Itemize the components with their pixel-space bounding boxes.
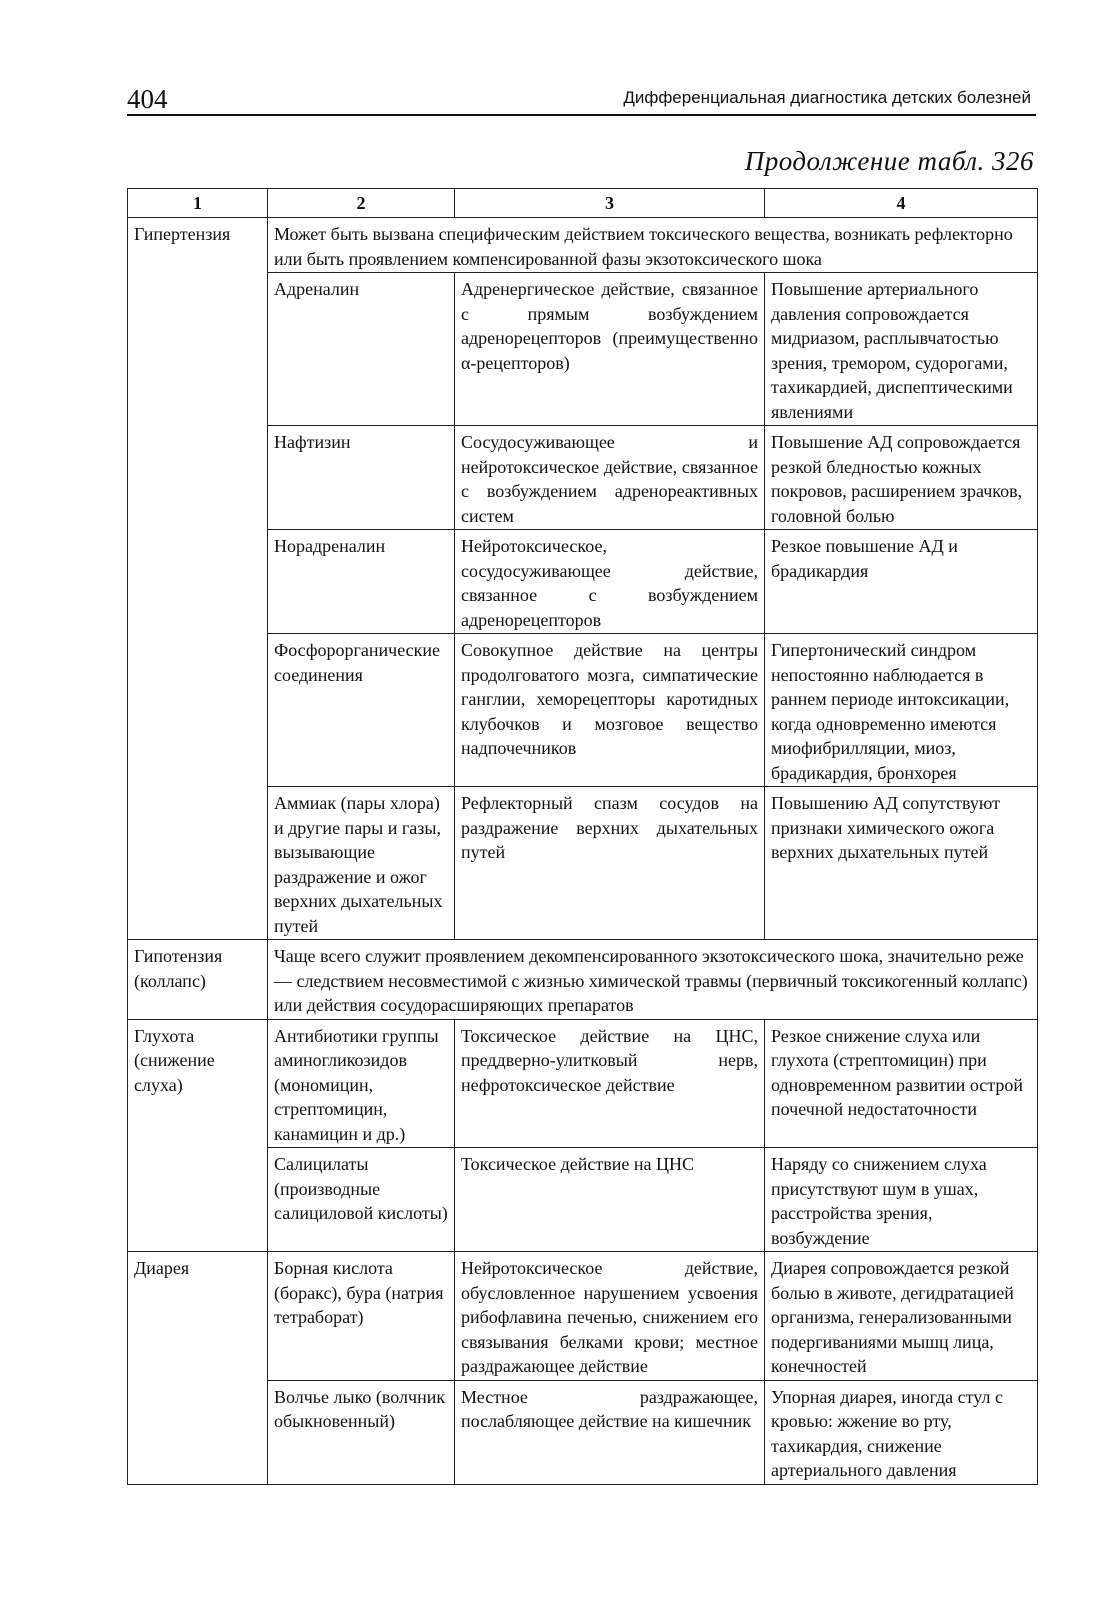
features-cell: Резкое повышение АД и брадикардия — [765, 530, 1038, 634]
features-cell: Гипертонический синдром непостоянно наблюдается в раннем периоде интоксикации, когда одновременно имеются миофибрилляции, миоз, брадикардия, бронхорея — [765, 634, 1038, 787]
agent-cell: Антибиотики группы аминогликозидов (мономицин, стрептомицин, канамицин и др.) — [268, 1019, 455, 1148]
table-header-row — [128, 189, 1038, 218]
table-caption: Продолжение табл. 326 — [744, 146, 1034, 176]
column-header: 4 — [765, 189, 1038, 218]
mechanism-cell: Местное раздражающее, послабляющее действие на кишечник — [455, 1380, 765, 1484]
symptom-cell: Гипертензия — [128, 218, 268, 940]
group-note: Может быть вызвана специфическим действием токсического вещества, возникать рефлекторно или быть проявлением компенсированной фазы экзотоксического шока — [268, 218, 1038, 273]
mechanism-cell: Токсическое действие на ЦНС — [455, 1148, 765, 1252]
column-header: 2 — [268, 189, 455, 218]
table-row — [128, 1019, 1038, 1148]
table-row — [128, 1252, 1038, 1381]
agent-cell: Фосфорорганические соединения — [268, 634, 455, 787]
mechanism-cell: Токсическое действие на ЦНС, преддверно-улитковый нерв, нефротоксическое действие — [455, 1019, 765, 1148]
symptom-cell: Гипотензия (коллапс) — [128, 940, 268, 1020]
table-row — [128, 940, 1038, 1020]
mechanism-cell: Нейротоксическое действие, обусловленное нарушением усвоения рибофлавина печенью, снижением его связывания белками крови; местное раздражающее действие — [455, 1252, 765, 1381]
symptom-cell: Диарея — [128, 1252, 268, 1485]
group-note: Чаще всего служит проявлением декомпенсированного экзотоксического шока, значительно реже — следствием несовместимой с жизнью химической травмы (первичный токсикогенный коллапс) или действия сосудорасширяющих препаратов — [268, 940, 1038, 1020]
features-cell: Резкое снижение слуха или глухота (стрептомицин) при одновременном развитии острой почечной недостаточности — [765, 1019, 1038, 1148]
agent-cell: Норадреналин — [268, 530, 455, 634]
agent-cell: Борная кислота (боракс), бура (натрия тетраборат) — [268, 1252, 455, 1381]
page-number: 404 — [127, 84, 168, 114]
agent-cell: Адреналин — [268, 273, 455, 426]
features-cell: Наряду со снижением слуха присутствуют шум в ушах, расстройства зрения, возбуждение — [765, 1148, 1038, 1252]
features-cell: Повышение артериального давления сопровождается мидриазом, расплывчатостью зрения, тремором, судорогами, тахикардией, диспептическими явлениями — [765, 273, 1038, 426]
agent-cell: Нафтизин — [268, 426, 455, 530]
agent-cell: Волчье лыко (волчник обыкновенный) — [268, 1380, 455, 1484]
mechanism-cell: Нейротоксическое, сосудосуживающее действие, связанное с возбуждением адренорецепторов — [455, 530, 765, 634]
column-header: 3 — [455, 189, 765, 218]
features-cell: Повышение АД сопровождается резкой бледностью кожных покровов, расширением зрачков, головной болью — [765, 426, 1038, 530]
mechanism-cell: Адренергическое действие, связанное с прямым возбуждением адренорецепторов (преимущественно α-рецепторов) — [455, 273, 765, 426]
table-row — [128, 218, 1038, 273]
features-cell: Упорная диарея, иногда стул с кровью: жжение во рту, тахикардия, снижение артериального давления — [765, 1380, 1038, 1484]
column-header: 1 — [128, 189, 268, 218]
toxicology-table — [127, 188, 1038, 1485]
symptom-cell: Глухота (снижение слуха) — [128, 1019, 268, 1252]
features-cell: Диарея сопровождается резкой болью в животе, дегидратацией организма, генерализованными подергиваниями мышц лица, конечностей — [765, 1252, 1038, 1381]
running-title: Дифференциальная диагностика детских болезней — [623, 88, 1031, 107]
mechanism-cell: Рефлекторный спазм сосудов на раздражение верхних дыхательных путей — [455, 787, 765, 940]
header-divider — [127, 114, 1036, 116]
mechanism-cell: Сосудосуживающее и нейротоксическое действие, связанное с возбуждением адренореактивных систем — [455, 426, 765, 530]
mechanism-cell: Совокупное действие на центры продолговатого мозга, симпатические ганглии, хеморецепторы каротидных клубочков и мозговое вещество надпочечников — [455, 634, 765, 787]
features-cell: Повышению АД сопутствуют признаки химического ожога верхних дыхательных путей — [765, 787, 1038, 940]
agent-cell: Аммиак (пары хлора) и другие пары и газы, вызывающие раздражение и ожог верхних дыхательных путей — [268, 787, 455, 940]
agent-cell: Салицилаты (производные салициловой кислоты) — [268, 1148, 455, 1252]
